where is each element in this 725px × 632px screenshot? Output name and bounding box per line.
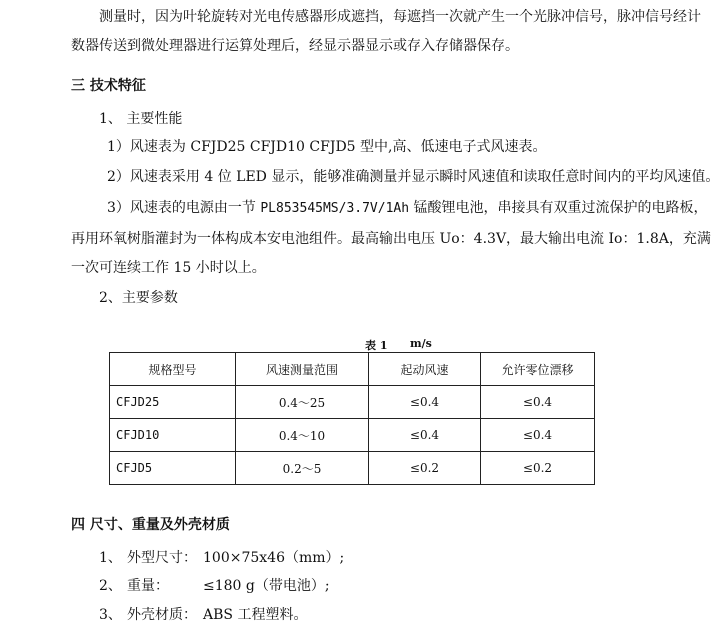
table-caption: 表 1 xyxy=(365,339,388,352)
spec-num-3: 3、 xyxy=(99,607,122,623)
spec-num-1: 1、 xyxy=(99,550,122,566)
spec-value-material: ABS 工程塑料。 xyxy=(203,607,308,623)
battery-model: PL853545MS/3.7V/1Ah xyxy=(260,201,410,216)
cell-zero-drift: ≤0.4 xyxy=(481,419,595,452)
intro-line-1: 测量时，因为叶轮旋转对光电传感器形成遮挡，每遮挡一次就产生一个光脉冲信号，脉冲信号经计 xyxy=(99,9,701,25)
table-row xyxy=(110,386,595,419)
cell-zero-drift: ≤0.4 xyxy=(481,386,595,419)
cell-model: CFJD25 xyxy=(110,386,236,419)
spec-value-weight: ≤180 g（带电池）; xyxy=(203,578,330,594)
spec-label-material: 外壳材质： xyxy=(127,607,197,623)
cell-range: 0.2～5 xyxy=(236,452,369,485)
header-model: 规格型号 xyxy=(110,353,236,386)
intro-line-2: 数器传送到微处理器进行运算处理后，经显示器显示或存入存储器保存。 xyxy=(71,38,519,54)
performance-item-3 xyxy=(107,198,708,219)
table-header-row xyxy=(110,353,595,386)
performance-item-3-part-c: 锰酸锂电池，串接具有双重过流保护的电路板， xyxy=(409,200,708,216)
header-zero-drift: 允许零位漂移 xyxy=(481,353,595,386)
cell-start-speed: ≤0.4 xyxy=(369,419,481,452)
cell-zero-drift: ≤0.2 xyxy=(481,452,595,485)
parameter-table xyxy=(109,352,595,485)
performance-item-1: 1）风速表为 CFJD25 CFJD10 CFJD5 型中,高、低速电子式风速表。 xyxy=(107,139,547,155)
subsection-parameters: 2、主要参数 xyxy=(99,290,178,306)
spec-value-dimensions: 100×75x46（mm）; xyxy=(203,550,345,566)
cell-start-speed: ≤0.4 xyxy=(369,386,481,419)
spec-num-2: 2、 xyxy=(99,578,122,594)
table-row xyxy=(110,419,595,452)
performance-item-2: 2）风速表采用 4 位 LED 显示，能够准确测量并显示瞬时风速值和读取任意时间内的平均风速值。 xyxy=(107,169,720,185)
header-start-speed: 起动风速 xyxy=(369,353,481,386)
cell-range: 0.4～25 xyxy=(236,386,369,419)
subsection-performance: 1、 主要性能 xyxy=(99,111,183,127)
cell-range: 0.4～10 xyxy=(236,419,369,452)
header-range: 风速测量范围 xyxy=(236,353,369,386)
table-unit: m/s xyxy=(410,337,432,350)
section-3-title: 三 技术特征 xyxy=(71,78,146,94)
spec-label-dimensions: 外型尺寸： xyxy=(127,550,197,566)
performance-item-3-line-2: 再用环氧树脂灌封为一体构成本安电池组件。最高输出电压 Uo：4.3V，最大输出电流 Io：1.8A，充满 xyxy=(71,231,711,247)
section-4-title: 四 尺寸、重量及外壳材质 xyxy=(71,517,230,533)
spec-label-weight: 重量： xyxy=(127,578,169,594)
performance-item-3-part-a: 3）风速表的电源由一节 xyxy=(107,200,261,216)
performance-item-3-line-3: 一次可连续工作 15 小时以上。 xyxy=(71,260,266,276)
table-row xyxy=(110,452,595,485)
cell-model: CFJD10 xyxy=(110,419,236,452)
cell-model: CFJD5 xyxy=(110,452,236,485)
cell-start-speed: ≤0.2 xyxy=(369,452,481,485)
